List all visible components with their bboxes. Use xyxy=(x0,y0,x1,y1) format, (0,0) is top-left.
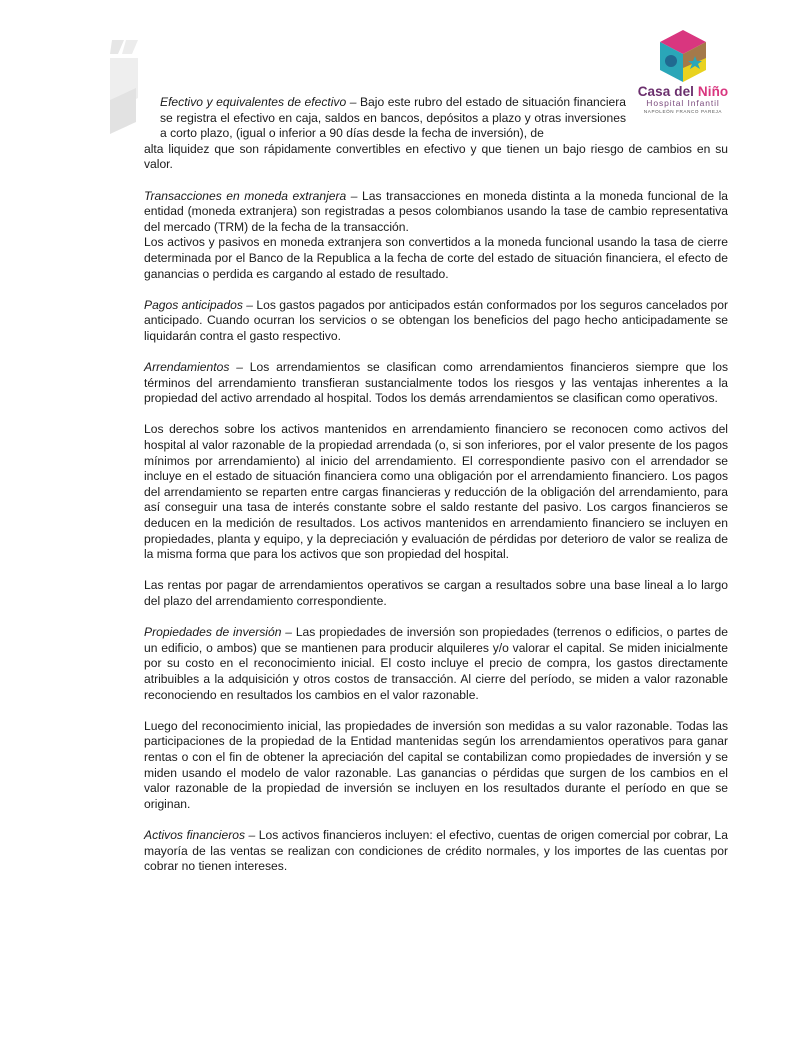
paragraph-text: Los activos financieros incluyen: el efectivo, cuentas de origen comercial por cobrar, La mayoría de las ventas se realizan con condiciones de crédito normales, y los importes de las cuentas por cobrar no tienen intereses. xyxy=(144,827,728,874)
term-moneda-extranjera: Transacciones en moneda extranjera – xyxy=(144,188,358,203)
document-body xyxy=(144,95,728,890)
paragraph-propiedades-inversion xyxy=(144,625,728,703)
logo-subtitle: Hospital Infantil xyxy=(646,98,720,108)
logo-tagline: NAPOLEÓN FRANCO PAREJA xyxy=(643,109,723,114)
paragraph-text: Bajo este rubro del estado de situación financiera se registra el efectivo en caja, saldos en bancos, depósitos a plazo y otras inversiones a corto plazo, (igual o inferior a 90 días desde la fecha de inversión), de xyxy=(160,95,626,141)
paragraph-arrendamientos-operativos: Las rentas por pagar de arrendamientos operativos se cargan a resultados sobre una base lineal a lo largo del plazo del arrendamiento correspondiente. xyxy=(144,578,728,608)
paragraph-pagos-anticipados xyxy=(144,298,728,345)
paragraph-text: Las propiedades de inversión son propiedades (terrenos o edificios, o partes de un edificio, o ambos) que se mantienen para producir alquileres y/o valorar el capital. Se miden inicialmente por su costo en el reconocimiento inicial. El costo incluye el precio de compra, los gastos directamente atribuibles a la adquisición y otros costos de transacción. Al cierre del período, se miden a valor razonable reconociendo en resultados los cambios en el valor razonable. xyxy=(144,625,728,702)
paragraph-text: Las transacciones en moneda distinta a la moneda funcional de la entidad (moneda extranjera) son registradas a pesos colombianos usando la tase de cambio representativa del mercado (TRM) de la fecha de la transacción. xyxy=(144,188,728,234)
term-arrendamientos: Arrendamientos – xyxy=(144,360,243,375)
paragraph-efectivo-rest: alta liquidez que son rápidamente convertibles en efectivo y que tienen un bajo riesgo de cambios en su valor. xyxy=(144,141,728,172)
decorative-corner-graphic xyxy=(110,40,140,135)
paragraph-arrendamiento-financiero: Los derechos sobre los activos mantenidos en arrendamiento financiero se reconocen como activos del hospital al valor razonable de la propiedad arrendada (o, si son inferiores, por el valor presente de los pagos mínimos por arrendamiento) al inicio del arrendamiento. El correspondiente pasivo con el arrendador se incluye en el estado de situación financiera como una obligación por el arrendamiento financiero. Los pagos del arrendamiento se reparten entre cargas financieras y reducción de la obligación del arrendamiento, para así conseguir una tasa de interés constante sobre el saldo restante del pasivo. Los cargos financieros se deducen en la medición de resultados. Los activos mantenidos en arrendamiento financiero se incluyen en propiedades, planta y equipo, y la depreciación y evaluación de pérdidas por deterioro de valor se realiza de la misma forma que para los activos que son propiedad del hospital. xyxy=(144,422,728,562)
paragraph-text: Los arrendamientos se clasifican como arrendamientos financieros siempre que los términos del arrendamiento transfieran sustancialmente todos los riesgos y las ventajas inherentes a la propiedad del activo arrendado al hospital. Todos los demás arrendamientos se clasifican como operativos. xyxy=(144,360,728,406)
logo-house-icon xyxy=(652,28,714,84)
term-propiedades-inversion: Propiedades de inversión – xyxy=(144,625,292,640)
term-efectivo: Efectivo y equivalentes de efectivo – xyxy=(160,95,357,109)
paragraph-efectivo-intro xyxy=(144,95,626,142)
paragraph-moneda-extranjera-2: Los activos y pasivos en moneda extranjera son convertidos a la moneda funcional usando la tasa de cierre determinada por el Banco de la Republica a la fecha de corte del estado de situación financiera, el efecto de ganancias o perdida es cargando al estado de resultado. xyxy=(144,235,728,281)
paragraph-arrendamientos xyxy=(144,360,728,407)
term-activos-financieros: Activos financieros – xyxy=(144,827,256,842)
term-pagos-anticipados: Pagos anticipados – xyxy=(144,297,253,312)
paragraph-moneda-extranjera xyxy=(144,189,728,236)
paragraph-text: Los gastos pagados por anticipados están conformados por los seguros cancelados por anticipado. Cuando ocurran los servicios o se obtengan los beneficios del pago hecho anticipadamente se liquidarán contra el gasto respectivo. xyxy=(144,297,728,343)
paragraph-propiedades-inversion-2: Luego del reconocimiento inicial, las propiedades de inversión son medidas a su valor razonable. Todas las participaciones de la propiedad de la Entidad mantenidas según los arrendamientos operativos para ganar rentas o con el fin de obtener la apreciación del capital se contabilizan como propiedades de inversión y se miden usando el modelo de valor razonable. Las ganancias o pérdidas que surgen de los cambios en el valor razonable de la propiedad de inversión se incluyen en los resultados durante el período en que se originan. xyxy=(144,718,728,811)
logo-name: Casa del Niño xyxy=(637,84,729,99)
paragraph-activos-financieros xyxy=(144,828,728,875)
